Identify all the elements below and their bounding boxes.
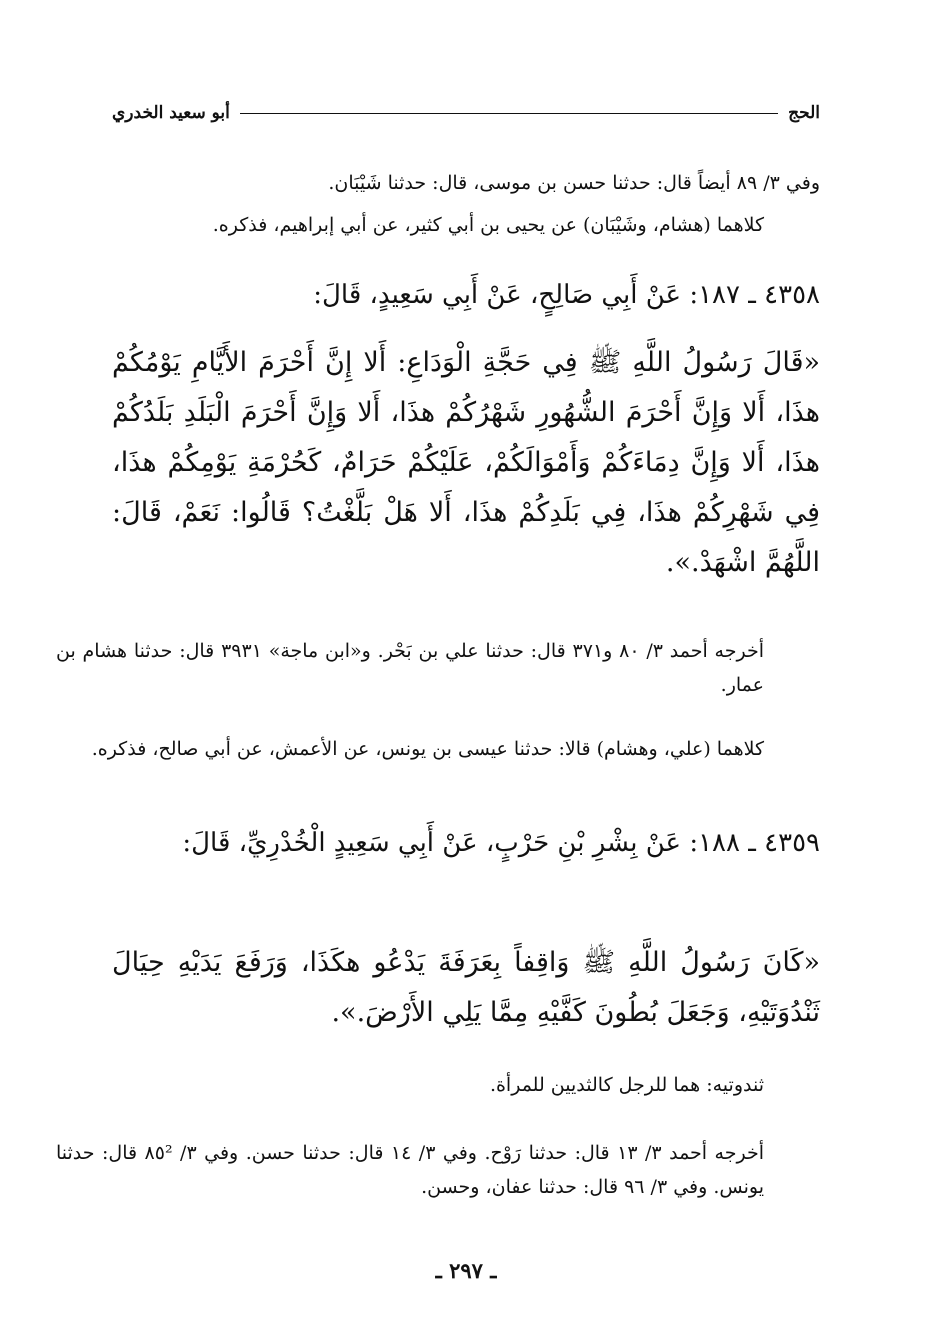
hadith-4359-takhrij bbox=[56, 1136, 820, 1204]
hadith-4358-takhrij-1 bbox=[56, 634, 820, 702]
intro-text-2: كلاهما (هشام، وشَيْبَان) عن يحيى بن أبي كثير، عن أبي إبراهيم، فذكره. bbox=[212, 214, 764, 236]
gloss-text: ثندوتيه: هما للرجل كالثديين للمرأة. bbox=[489, 1074, 764, 1096]
header-section-title: الحج bbox=[788, 103, 820, 123]
hadith-4359-text: «كَانَ رَسُولُ اللَّهِ ﷺ وَاقِفاً بِعَرَفَةَ يَدْعُو هكَذَا، وَرَفَعَ يَدَيْهِ حِيَالَ ثَنْدُوَتَيْهِ، وَجَعَلَ بُطُونَ كَفَّيْهِ مِمَّا يَلِي الأَرْضَ.». bbox=[112, 947, 820, 1028]
running-header bbox=[112, 96, 820, 130]
hadith-4358-text: «قَالَ رَسُولُ اللَّهِ ﷺ فِي حَجَّةِ الْوَدَاعِ: أَلا إِنَّ أَحْرَمَ الأَيَّامِ يَوْمُكُمْ هذَا، أَلا وَإِنَّ أَحْرَمَ الشُّهُورِ شَهْرُكُمْ هذَا، أَلا وَإِنَّ أَحْرَمَ الْبَلَدِ بَلَدُكُمْ هذَا، أَلا وَإِنَّ دِمَاءَكُمْ وَأَمْوَالَكُمْ، عَلَيْكُمْ حَرَامٌ، كَحُرْمَةِ يَوْمِكُمْ هذَا، فِي شَهْرِكُمْ هذَا، فِي بَلَدِكُمْ هذَا، أَلا هَلْ بَلَّغْتُ؟ قَالُوا: نَعَمْ، قَالَ: اللَّهُمَّ اشْهَدْ.». bbox=[112, 347, 820, 578]
hadith-4358-matn bbox=[112, 338, 820, 588]
header-rule bbox=[240, 113, 778, 114]
hadith-4359-isnad: ٤٣٥٩ ـ ١٨٨: عَنْ بِشْرِ بْنِ حَرْبٍ، عَنْ أَبِي سَعِيدٍ الْخُدْرِيِّ، قَالَ: bbox=[182, 828, 820, 858]
hadith-4358-isnad: ٤٣٥٨ ـ ١٨٧: عَنْ أَبِي صَالِحٍ، عَنْ أَبِي سَعِيدٍ، قَالَ: bbox=[313, 280, 820, 310]
page-number: ـ ٢٩٧ ـ bbox=[435, 1258, 497, 1283]
hadith-4359-matn bbox=[112, 938, 820, 1038]
takhrij-text-2: كلاهما (علي، وهشام) قالا: حدثنا عيسى بن يونس، عن الأعمش، عن أبي صالح، فذكره. bbox=[91, 738, 764, 760]
hadith-4358-heading bbox=[112, 270, 820, 320]
takhrij-text-3: أخرجه أحمد ٣/ ١٣ قال: حدثنا رَوْح. وفي ٣/ ١٤ قال: حدثنا حسن. وفي ٣/ ٨٥² قال: حدثنا يونس. وفي ٣/ ٩٦ قال: حدثنا عفان، وحسن. bbox=[56, 1142, 764, 1198]
takhrij-text-1: أخرجه أحمد ٣/ ٨٠ و٣٧١ قال: حدثنا علي بن بَحْر. و«ابن ماجة» ٣٩٣١ قال: حدثنا هشام بن عمار. bbox=[56, 640, 764, 696]
hadith-4359-gloss bbox=[56, 1068, 820, 1102]
intro-paragraph-2 bbox=[56, 208, 820, 242]
intro-paragraph-1 bbox=[112, 166, 820, 200]
hadith-4359-heading bbox=[112, 818, 820, 868]
intro-text-1: وفي ٣/ ٨٩ أيضاً قال: حدثنا حسن بن موسى، قال: حدثنا شَيْبَان. bbox=[328, 172, 820, 194]
hadith-4358-takhrij-2 bbox=[56, 732, 820, 766]
header-author: أبو سعيد الخدري bbox=[112, 103, 230, 123]
